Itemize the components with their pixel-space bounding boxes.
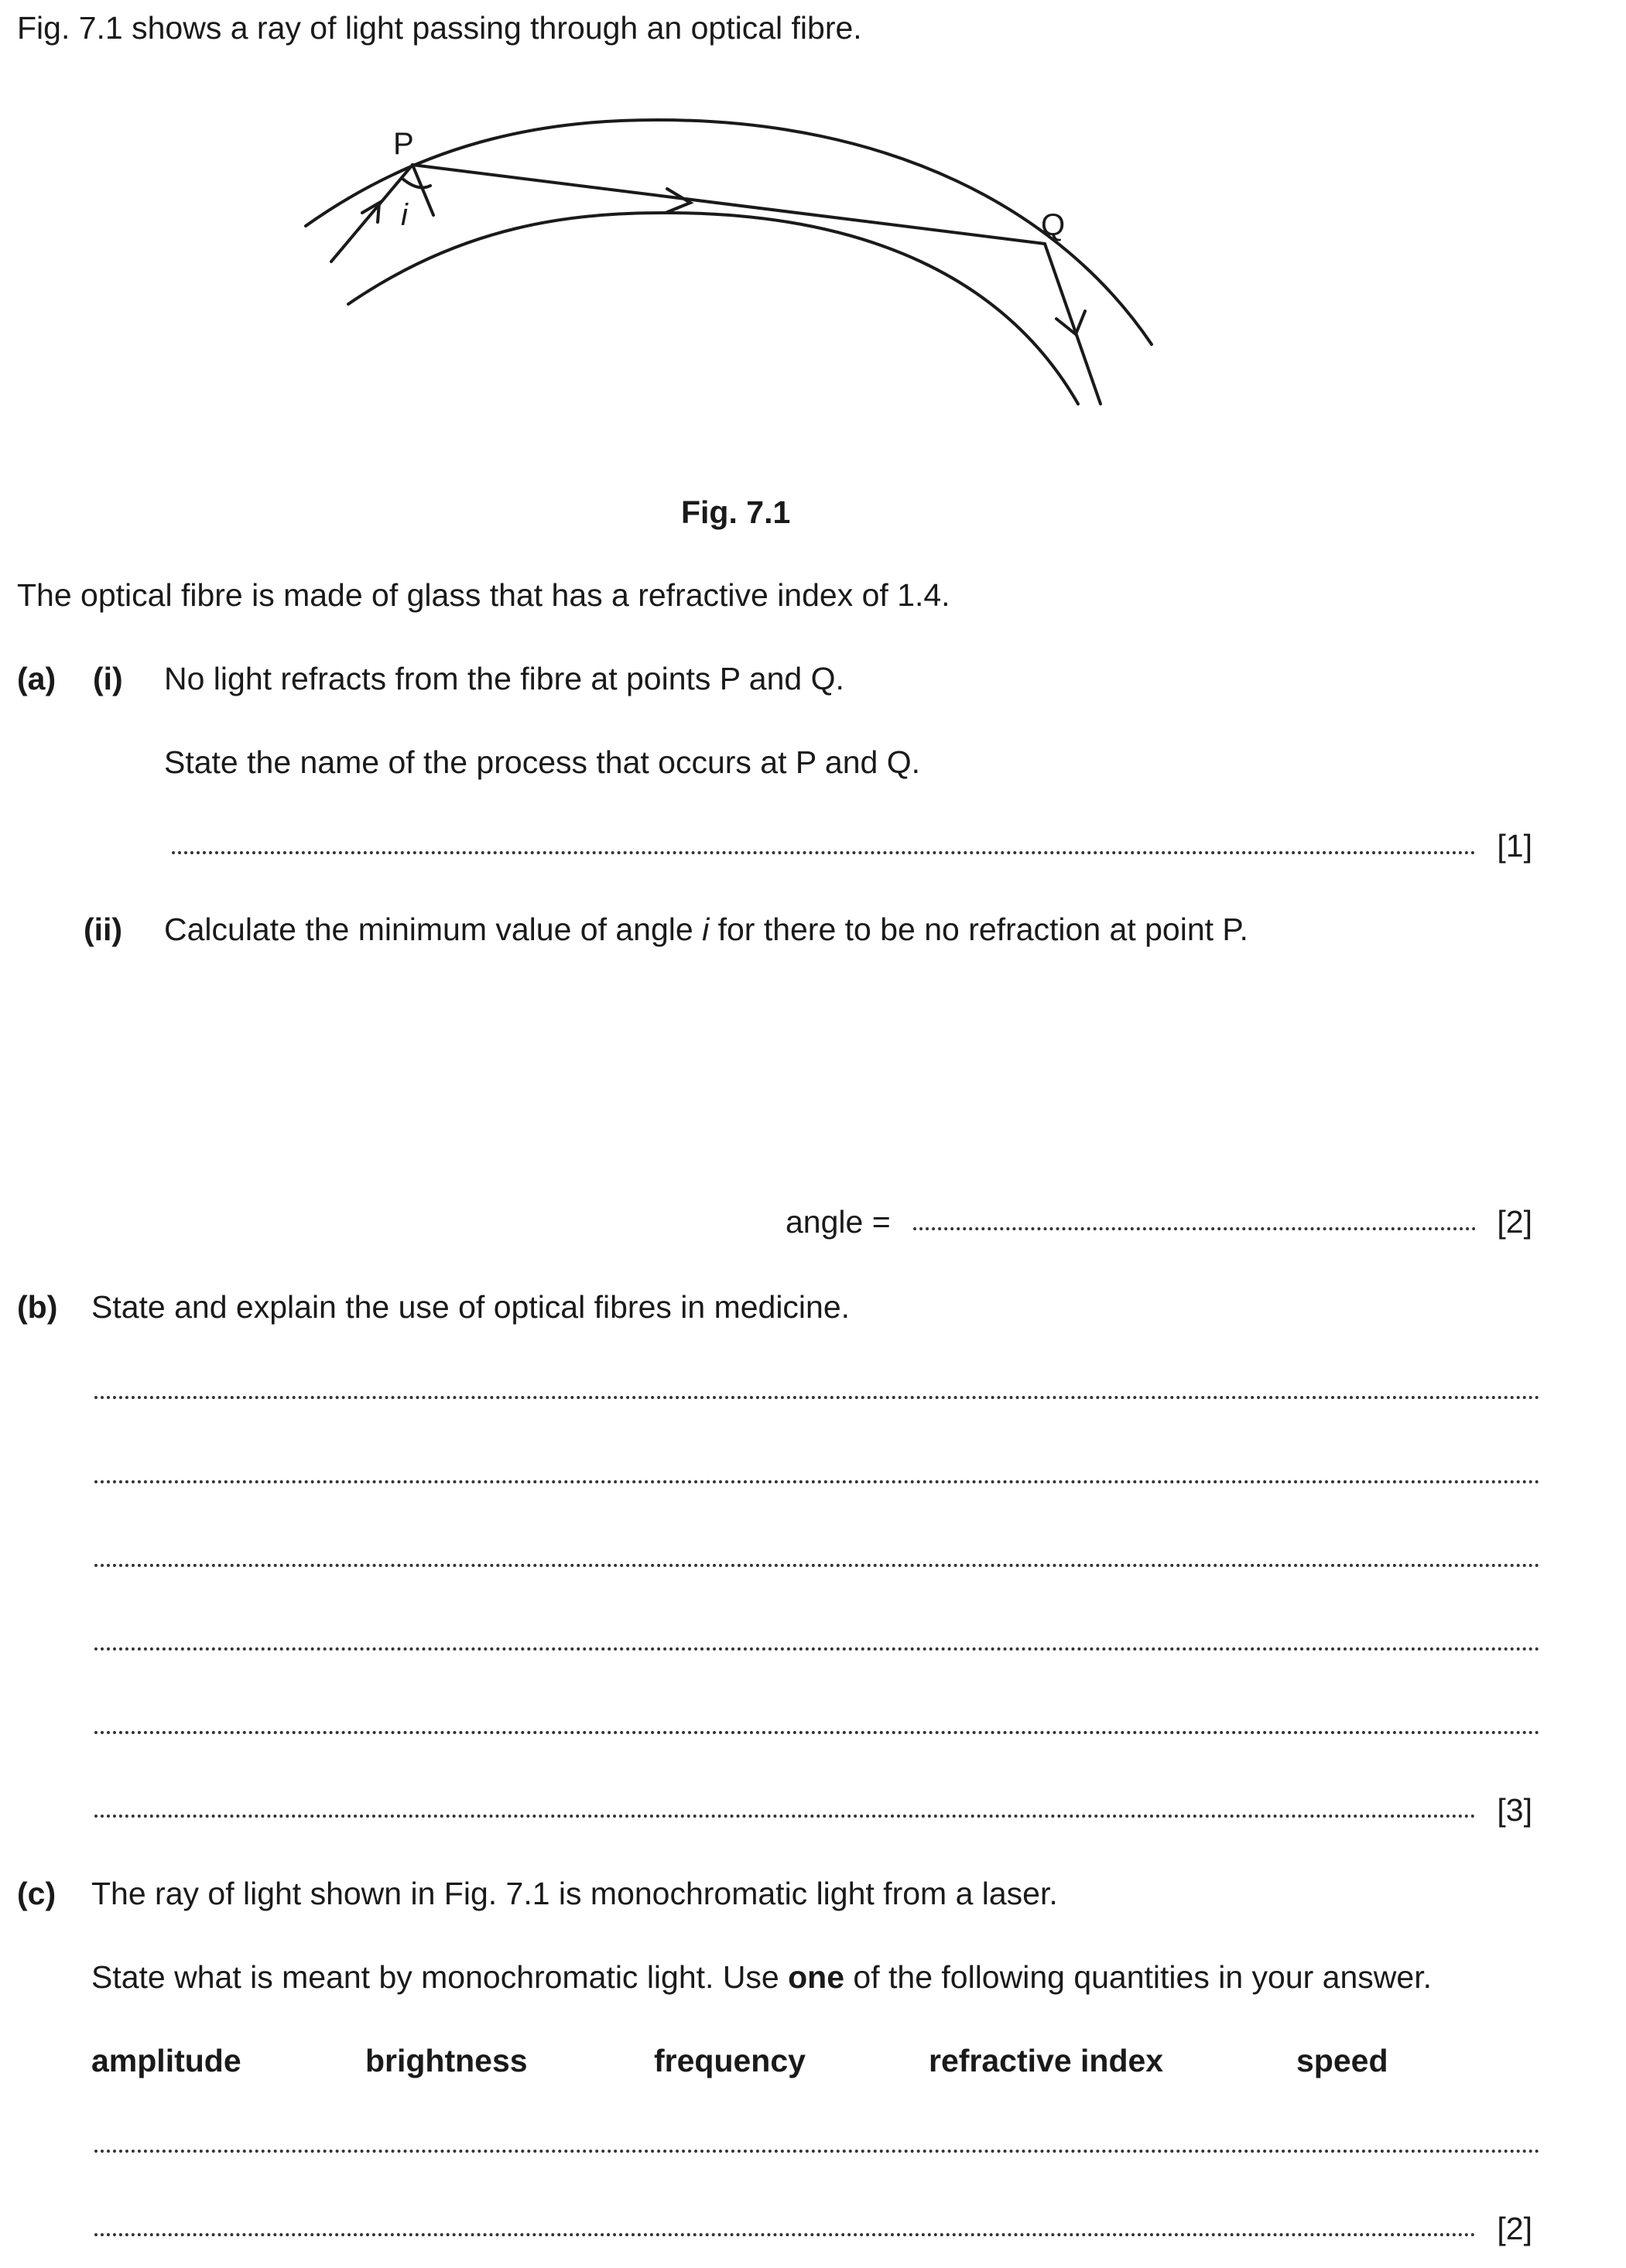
marks-b: [3] [1497,1792,1532,1828]
part-b-text: State and explain the use of optical fibres in medicine. [91,1289,851,1325]
answer-line-b-2[interactable] [94,1480,1540,1483]
answer-line-c-1[interactable] [94,2150,1540,2153]
quantity-brightness: brightness [365,2043,528,2078]
part-a-i-label: (i) [93,661,123,696]
answer-line-b-4[interactable] [94,1647,1540,1651]
part-a-i-line1: No light refracts from the fibre at points P and Q. [164,661,844,696]
normal-at-p [412,165,433,215]
part-c-line1: The ray of light shown in Fig. 7.1 is monochromatic light from a laser. [91,1876,1058,1911]
fibre-outer-wall [306,120,1152,344]
label-q: Q [1041,208,1066,242]
answer-line-b-1[interactable] [94,1396,1540,1399]
figure-caption: Fig. 7.1 [681,494,791,530]
fibre-statement: The optical fibre is made of glass that has a refractive index of 1.4. [17,577,950,613]
quantity-speed: speed [1296,2043,1388,2078]
angle-arc [402,178,430,187]
answer-line-b-5[interactable] [94,1731,1540,1734]
answer-line-c-2[interactable] [94,2233,1476,2236]
label-i: i [401,198,408,232]
answer-line-b-3[interactable] [94,1564,1540,1567]
arrow-pq [666,189,690,213]
fibre-inner-wall [348,213,1078,404]
emphasis-one: one [788,1959,845,1995]
answer-line-a-i[interactable] [172,851,1476,854]
part-a-ii-label: (ii) [84,912,123,947]
marks-a-ii: [2] [1497,1204,1532,1240]
optical-fibre-diagram [0,0,1626,433]
part-a-ii-text: Calculate the minimum value of angle i for there to be no refraction at point P. [164,912,1248,947]
label-p: P [393,127,414,161]
quantity-frequency: frequency [654,2043,806,2078]
part-a-label: (a) [17,661,56,696]
reflected-ray-from-q [1045,244,1101,404]
part-c-label: (c) [17,1876,56,1911]
part-c-line2: State what is meant by monochromatic light. Use one of the following quantities in your answer. [91,1959,1432,1995]
part-b-label: (b) [17,1289,58,1325]
angle-answer-label: angle = [786,1204,891,1240]
answer-line-b-6[interactable] [94,1815,1476,1818]
quantity-refractive-index: refractive index [929,2043,1164,2078]
part-a-i-line2: State the name of the process that occurs at P and Q. [164,744,920,780]
intro-text: Fig. 7.1 shows a ray of light passing through an optical fibre. [17,10,862,46]
quantity-amplitude: amplitude [91,2043,241,2078]
marks-a-i: [1] [1497,828,1532,864]
angle-variable: i [702,912,710,947]
answer-line-a-ii[interactable] [913,1227,1476,1230]
marks-c: [2] [1497,2211,1532,2246]
